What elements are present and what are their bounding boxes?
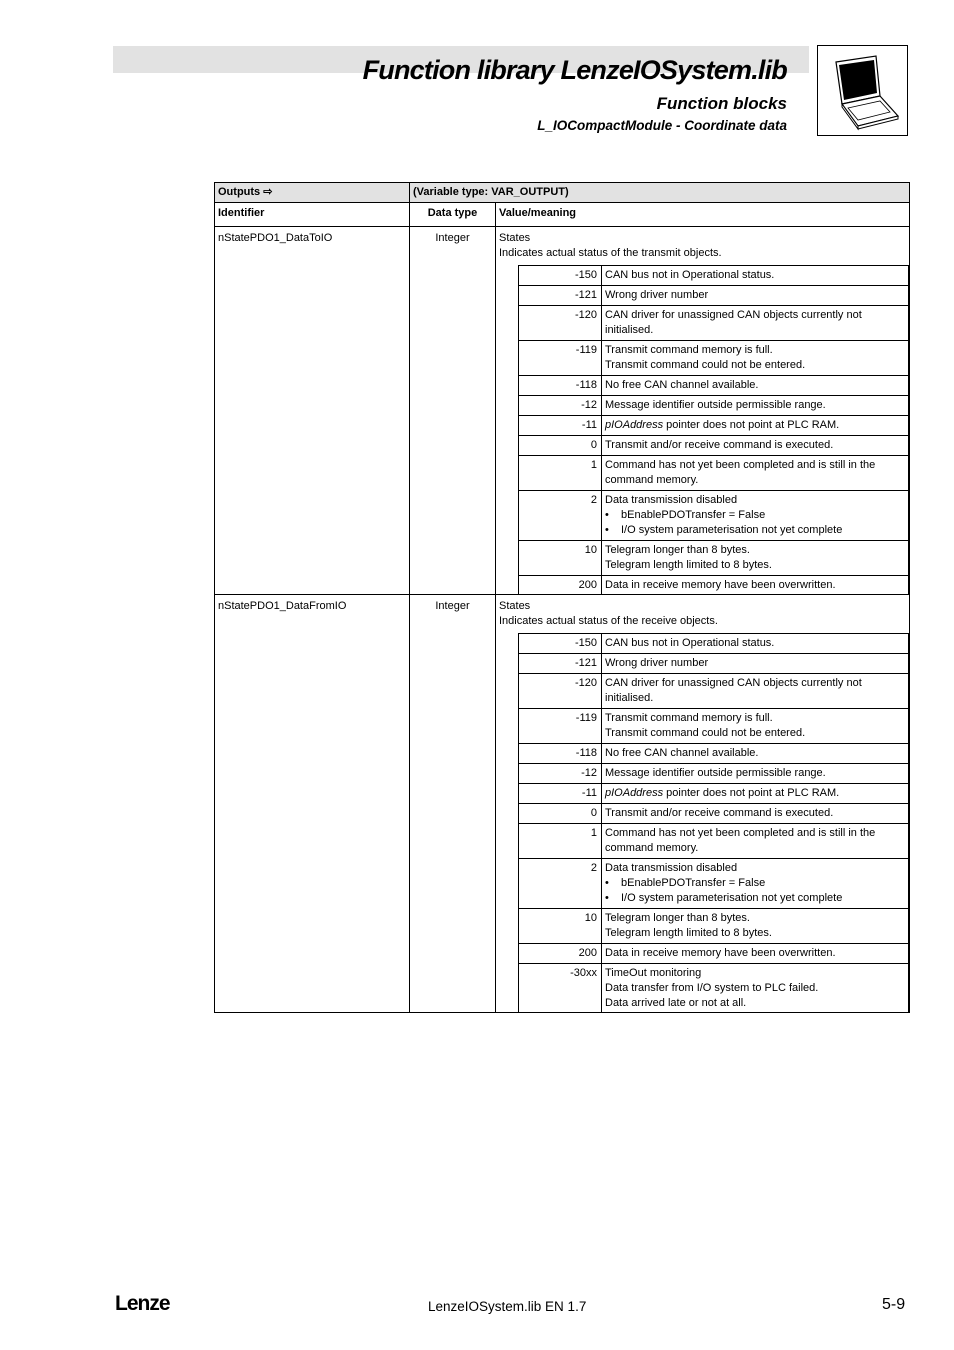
meaning-line: Transmit command could not be entered. — [605, 359, 806, 371]
col-identifier: Identifier — [215, 203, 410, 227]
meaning-text: Command has not yet been completed and is still in the — [605, 827, 876, 839]
status-code: -120 — [519, 306, 602, 341]
meaning-line: Transmit command could not be entered. — [605, 727, 806, 739]
page-title: Function library LenzeIOSystem.lib — [362, 55, 787, 85]
status-meaning — [602, 744, 909, 764]
status-code-row — [519, 654, 909, 674]
status-code-row — [519, 286, 909, 306]
lenze-logo: Lenze — [115, 1292, 170, 1315]
status-code-row — [519, 576, 909, 596]
status-meaning — [602, 654, 909, 674]
status-code-row — [519, 491, 909, 541]
status-code: 0 — [519, 804, 602, 824]
meaning-text: Command has not yet been completed and is still in the — [605, 459, 876, 471]
status-code-row — [519, 784, 909, 804]
status-code: -121 — [519, 286, 602, 306]
status-code-row — [519, 909, 909, 944]
status-meaning — [602, 491, 909, 541]
status-code: -150 — [519, 266, 602, 286]
meaning-line — [605, 636, 905, 651]
status-code: -119 — [519, 341, 602, 376]
status-meaning — [602, 634, 909, 654]
status-meaning — [602, 824, 909, 859]
status-code: 1 — [519, 824, 602, 859]
status-code: -119 — [519, 709, 602, 744]
meaning-line — [605, 966, 905, 981]
bullet-icon: • — [605, 892, 609, 904]
status-meaning — [602, 456, 909, 491]
meaning-text: CAN bus not in Operational status. — [605, 637, 775, 649]
meaning-text: Wrong driver number — [605, 657, 709, 669]
col-datatype: Data type — [410, 203, 496, 227]
column-header-row — [215, 203, 910, 227]
status-code-row — [519, 306, 909, 341]
pointer-name: pIOAddress — [605, 787, 664, 799]
status-meaning — [602, 436, 909, 456]
meaning-line: command memory. — [605, 842, 699, 854]
meaning-text: CAN driver for unassigned CAN objects currently not initialised. — [605, 309, 862, 336]
meaning-text: No free CAN channel available. — [605, 379, 759, 391]
meaning-line — [605, 656, 905, 671]
status-code: -120 — [519, 674, 602, 709]
status-code: 10 — [519, 909, 602, 944]
meaning-text: Telegram longer than 8 bytes. — [605, 544, 750, 556]
meaning-line: Telegram length limited to 8 bytes. — [605, 559, 772, 571]
bullet-icon: • — [605, 509, 609, 521]
status-code-row — [519, 456, 909, 491]
status-meaning — [602, 376, 909, 396]
status-code-row — [519, 804, 909, 824]
status-meaning — [602, 341, 909, 376]
meaning-line — [605, 288, 905, 303]
meaning-line — [605, 861, 905, 876]
meaning-text: CAN driver for unassigned CAN objects currently not initialised. — [605, 677, 862, 704]
status-meaning — [602, 266, 909, 286]
meaning-text: Message identifier outside permissible range. — [605, 399, 826, 411]
meaning-text: Data transmission disabled — [605, 862, 738, 874]
status-meaning — [602, 804, 909, 824]
status-code: 2 — [519, 859, 602, 909]
meaning-line — [605, 911, 905, 926]
meaning-line — [605, 398, 905, 413]
status-meaning — [602, 416, 909, 436]
status-code-row — [519, 964, 909, 1014]
status-meaning — [602, 764, 909, 784]
pointer-name: pIOAddress — [605, 419, 664, 431]
status-code: -11 — [519, 416, 602, 436]
status-code-row — [519, 541, 909, 576]
meaning-line — [605, 458, 905, 473]
meaning-text: Data in receive memory have been overwritten. — [605, 579, 836, 591]
status-code-row — [519, 416, 909, 436]
status-meaning — [602, 541, 909, 576]
status-meaning — [602, 576, 909, 596]
status-meaning — [602, 396, 909, 416]
status-meaning — [602, 286, 909, 306]
status-code-row — [519, 709, 909, 744]
bullet-item — [605, 523, 905, 538]
bullet-item — [605, 876, 905, 891]
value-cell — [496, 227, 910, 595]
status-meaning — [602, 674, 909, 709]
subsection-title: L_IOCompactModule - Coordinate data — [537, 118, 787, 133]
states-description: Indicates actual status of the transmit objects. — [499, 247, 722, 259]
status-code-row — [519, 944, 909, 964]
bullet-item — [605, 891, 905, 906]
meaning-line — [605, 438, 905, 453]
status-meaning — [602, 859, 909, 909]
meaning-line — [605, 418, 905, 433]
status-code: 200 — [519, 944, 602, 964]
bullet-item — [605, 508, 905, 523]
meaning-text: Data transmission disabled — [605, 494, 738, 506]
meaning-line — [605, 676, 905, 706]
status-code-row — [519, 764, 909, 784]
variable-type-text: (Variable type: VAR_OUTPUT) — [413, 186, 569, 198]
outputs-label: Outputs ⇨ — [215, 183, 410, 203]
status-code-row — [519, 436, 909, 456]
meaning-line — [605, 268, 905, 283]
document-id: LenzeIOSystem.lib EN 1.7 — [428, 1299, 587, 1314]
status-meaning — [602, 944, 909, 964]
value-cell — [496, 595, 910, 1013]
status-code: 2 — [519, 491, 602, 541]
meaning-line — [605, 946, 905, 961]
outputs-table — [214, 182, 910, 1013]
status-code: 10 — [519, 541, 602, 576]
meaning-text: TimeOut monitoring — [605, 967, 702, 979]
meaning-line — [605, 308, 905, 338]
bullet-icon: • — [605, 524, 609, 536]
status-code-table — [518, 633, 909, 1013]
status-code-row — [519, 396, 909, 416]
status-meaning — [602, 709, 909, 744]
bullet-text: bEnablePDOTransfer = False — [621, 509, 766, 521]
col-value: Value/meaning — [496, 203, 910, 227]
identifier-cell: nStatePDO1_DataToIO — [215, 227, 410, 595]
meaning-line — [605, 378, 905, 393]
status-meaning — [602, 909, 909, 944]
status-code-table — [518, 265, 909, 595]
meaning-text: Data in receive memory have been overwritten. — [605, 947, 836, 959]
meaning-line: command memory. — [605, 474, 699, 486]
meaning-text: Telegram longer than 8 bytes. — [605, 912, 750, 924]
status-code-row — [519, 634, 909, 654]
status-code-row — [519, 744, 909, 764]
page-number: 5-9 — [882, 1296, 906, 1313]
states-label: States — [499, 232, 531, 244]
status-code-row — [519, 859, 909, 909]
meaning-text: pointer does not point at PLC RAM. — [663, 787, 840, 799]
meaning-line — [605, 711, 905, 726]
meaning-text: Transmit command memory is full. — [605, 344, 773, 356]
meaning-line: Data arrived late or not at all. — [605, 997, 747, 1009]
bullet-text: I/O system parameterisation not yet complete — [621, 524, 843, 536]
meaning-text: Transmit and/or receive command is executed. — [605, 439, 834, 451]
status-code: -12 — [519, 396, 602, 416]
status-code: -121 — [519, 654, 602, 674]
meaning-line — [605, 343, 905, 358]
status-code-row — [519, 824, 909, 859]
table-row — [215, 227, 910, 595]
status-code: -12 — [519, 764, 602, 784]
status-code: 1 — [519, 456, 602, 491]
identifier-cell: nStatePDO1_DataFromIO — [215, 595, 410, 1013]
meaning-text: No free CAN channel available. — [605, 747, 759, 759]
bullet-text: I/O system parameterisation not yet complete — [621, 892, 843, 904]
meaning-text: CAN bus not in Operational status. — [605, 269, 775, 281]
status-code-row — [519, 376, 909, 396]
status-code-row — [519, 674, 909, 709]
outputs-header-row — [215, 183, 910, 203]
bullet-icon: • — [605, 877, 609, 889]
status-meaning — [602, 306, 909, 341]
meaning-text: Wrong driver number — [605, 289, 709, 301]
status-code: -11 — [519, 784, 602, 804]
states-label: States — [499, 600, 531, 612]
bullet-text: bEnablePDOTransfer = False — [621, 877, 766, 889]
meaning-line — [605, 806, 905, 821]
status-code: -118 — [519, 376, 602, 396]
variable-type-label — [410, 183, 910, 203]
meaning-line — [605, 786, 905, 801]
section-title: Function blocks — [656, 94, 787, 113]
datatype-cell: Integer — [410, 227, 496, 595]
status-code: -150 — [519, 634, 602, 654]
meaning-line — [605, 543, 905, 558]
meaning-text: Transmit and/or receive command is executed. — [605, 807, 834, 819]
status-code-row — [519, 341, 909, 376]
status-meaning — [602, 964, 909, 1014]
meaning-line — [605, 766, 905, 781]
states-description: Indicates actual status of the receive objects. — [499, 615, 718, 627]
meaning-line: Data transfer from I/O system to PLC failed. — [605, 982, 819, 994]
meaning-line — [605, 493, 905, 508]
status-code: 0 — [519, 436, 602, 456]
meaning-text: pointer does not point at PLC RAM. — [663, 419, 840, 431]
meaning-line: Telegram length limited to 8 bytes. — [605, 927, 772, 939]
status-code: -30xx — [519, 964, 602, 1014]
status-code: -118 — [519, 744, 602, 764]
laptop-icon — [817, 45, 908, 136]
status-code-row — [519, 266, 909, 286]
meaning-line — [605, 826, 905, 841]
status-code: 200 — [519, 576, 602, 596]
meaning-line — [605, 578, 905, 593]
datatype-cell: Integer — [410, 595, 496, 1013]
meaning-text: Message identifier outside permissible range. — [605, 767, 826, 779]
meaning-text: Transmit command memory is full. — [605, 712, 773, 724]
meaning-line — [605, 746, 905, 761]
status-meaning — [602, 784, 909, 804]
table-row — [215, 595, 910, 1013]
